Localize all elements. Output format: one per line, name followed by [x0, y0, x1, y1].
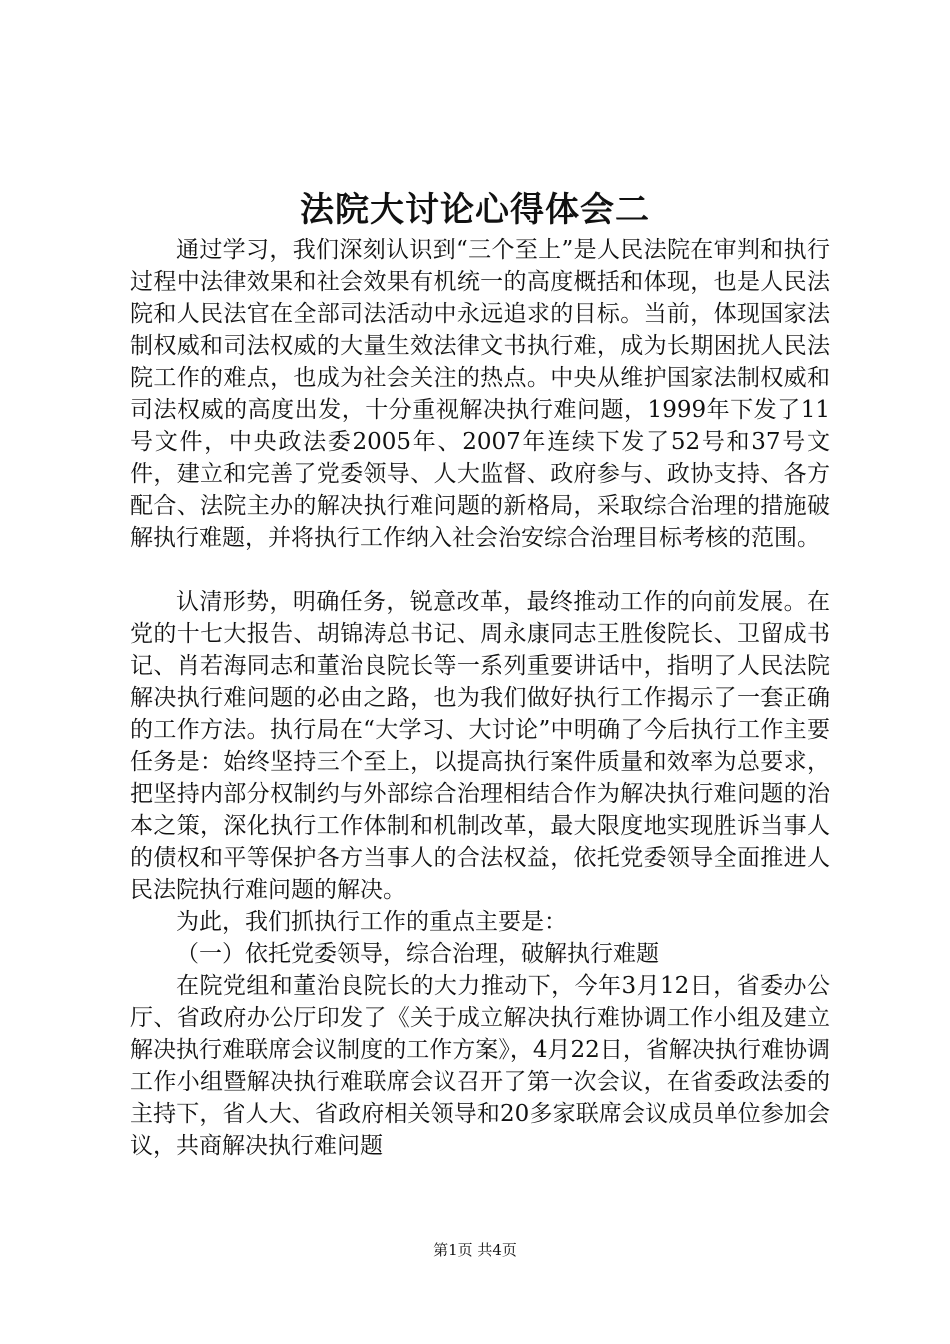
document-title: 法院大讨论心得体会二 [300, 190, 650, 230]
paragraph-2: 认清形势，明确任务，锐意改革，最终推动工作的向前发展。在党的十七大报告、胡锦涛总书记、周永康同志王胜俊院长、卫留成书记、肖若海同志和董治良院长等一系列重要讲话中，指明了人民法院解决执行难问题的必由之路，也为我们做好执行工作揭示了一套正确的工作方法。执行局在“大学习、大讨论”中明确了今后执行工作主要任务是：始终坚持三个至上，以提高执行案件质量和效率为总要求，把坚持内部分权制约与外部综合治理相结合作为解决执行难问题的治本之策，深化执行工作体制和机制改革，最大限度地实现胜诉当事人的债权和平等保护各方当事人的合法权益，依托党委领导全面推进人民法院执行难问题的解决。 [130, 589, 830, 903]
section-heading: （一）依托党委领导，综合治理，破解执行难题 [176, 941, 659, 967]
document-body [130, 234, 830, 1162]
page-footer: 第1页 共4页 [433, 1241, 517, 1259]
paragraph-3: 为此，我们抓执行工作的重点主要是： [176, 909, 567, 935]
paragraph-1: 通过学习，我们深刻认识到“三个至上”是人民法院在审判和执行过程中法律效果和社会效果有机统一的高度概括和体现，也是人民法院和人民法官在全部司法活动中永远追求的目标。当前，体现国家法制权威和司法权威的大量生效法律文书执行难，成为长期困扰人民法院工作的难点，也成为社会关注的热点。中央从维护国家法制权威和司法权威的高度出发，十分重视解决执行难问题，1999年下发了11号文件，中央政法委2005年、2007年连续下发了52号和37号文件，建立和完善了党委领导、人大监督、政府参与、政协支持、各方配合、法院主办的解决执行难问题的新格局，采取综合治理的措施破解执行难题，并将执行工作纳入社会治安综合治理目标考核的范围。 [130, 237, 830, 551]
paragraph-4: 在院党组和董治良院长的大力推动下，今年3月12日，省委办公厅、省政府办公厅印发了《关于成立解决执行难协调工作小组及建立解决执行难联席会议制度的工作方案》，4月22日，省解决执行难协调工作小组暨解决执行难联席会议召开了第一次会议，在省委政法委的主持下，省人大、省政府相关领导和20多家联席会议成员单位参加会议，共商解决执行难问题 [130, 973, 830, 1159]
